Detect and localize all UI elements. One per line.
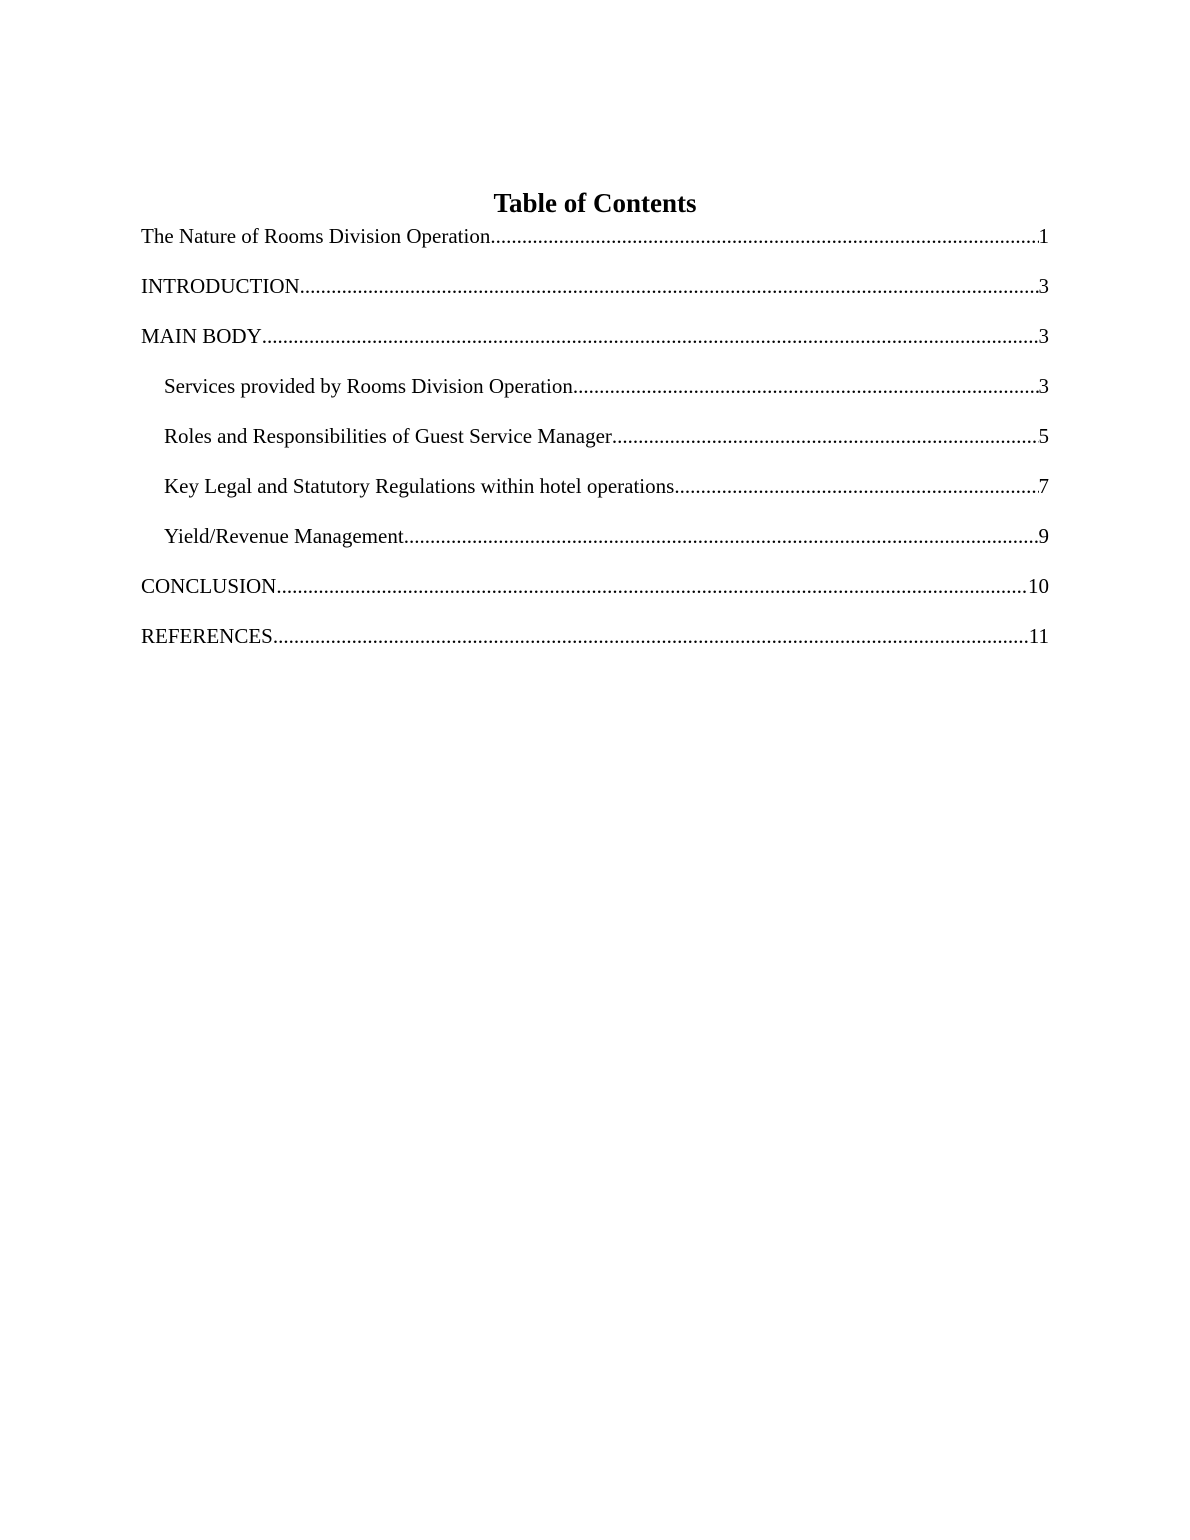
dot-leader [490,221,1038,251]
toc-entry-services-provided[interactable] [141,371,1049,421]
dot-leader [404,521,1039,551]
toc-title: Table of Contents [493,188,697,218]
dot-leader [300,271,1039,301]
toc-entry-legal-and-statutory-regulations[interactable] [141,471,1049,521]
toc-entry-label: MAIN BODY [141,324,262,348]
dot-leader [612,421,1039,451]
toc-entry-label: CONCLUSION [141,574,277,598]
toc-entry-yield-revenue-management[interactable] [141,521,1049,571]
toc-entry-label: Key Legal and Statutory Regulations within hotel operations [164,474,675,498]
toc-entry-label: REFERENCES [141,624,273,648]
toc-page-number: 3 [1038,374,1049,398]
toc-page-number: 5 [1038,424,1049,448]
toc-entry-label: The Nature of Rooms Division Operation [141,224,491,248]
toc-entry-roles-and-responsibilities[interactable] [141,421,1049,471]
toc-entry-label: Roles and Responsibilities of Guest Service Manager [164,424,612,448]
dot-leader [674,471,1038,501]
dot-leader [276,571,1028,601]
toc-entry-conclusion[interactable] [141,571,1049,621]
toc-page-number: 1 [1038,224,1049,248]
toc-entry-label: INTRODUCTION [141,274,300,298]
toc-entry-main-body[interactable] [141,321,1049,371]
dot-leader [273,621,1029,651]
toc-page-number: 7 [1038,474,1049,498]
toc-page-number: 11 [1028,624,1049,648]
toc-entry-references[interactable] [141,621,1049,671]
toc-entry-nature-of-rooms-division[interactable] [141,221,1049,271]
toc-entry-label: Yield/Revenue Management [164,524,404,548]
toc-page-number: 3 [1038,324,1049,348]
toc-page-number: 9 [1038,524,1049,548]
toc-entry-label: Services provided by Rooms Division Operation [164,374,573,398]
dot-leader [573,371,1039,401]
dot-leader [262,321,1039,351]
toc-page-number: 3 [1038,274,1049,298]
toc-entry-introduction[interactable] [141,271,1049,321]
toc-list [141,221,1049,671]
toc-page-number: 10 [1028,574,1049,598]
